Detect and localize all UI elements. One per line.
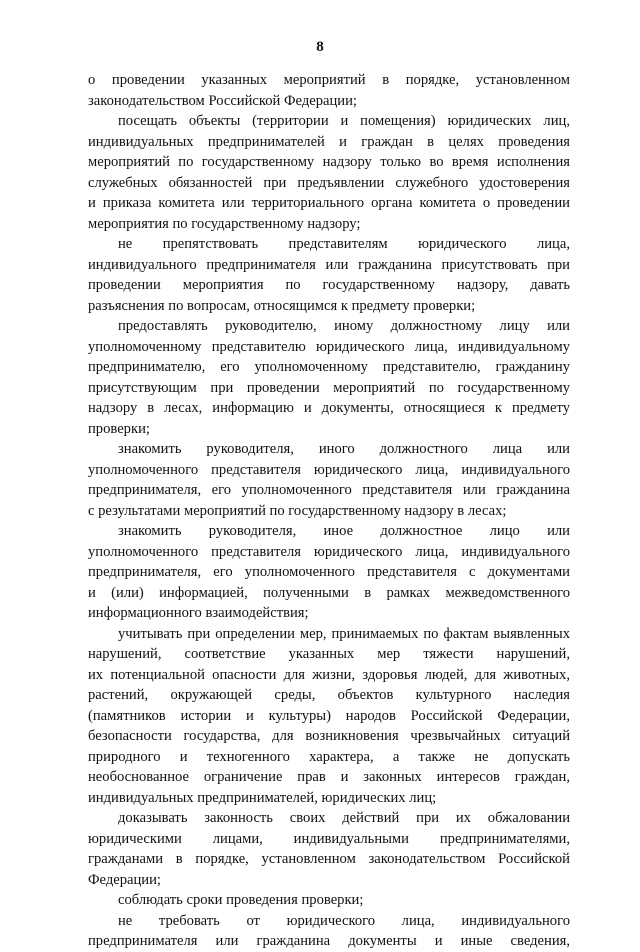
paragraph bbox=[88, 521, 570, 624]
text-line: (памятников истории и культуры) народов Российской Федерации, bbox=[88, 707, 570, 724]
text-line: знакомить руководителя, иное должностное лицо или bbox=[118, 523, 570, 539]
document-body bbox=[88, 70, 570, 952]
text-line: необоснованное ограничение прав и законных интересов граждан, bbox=[88, 769, 570, 785]
text-line: мероприятия по государственному надзору; bbox=[88, 215, 361, 232]
text-line: надзору в лесах, информацию и документы, относящиеся к предмету bbox=[88, 400, 570, 416]
text-line: мероприятий по государственному надзору только во время исполнения bbox=[88, 154, 570, 170]
text-line: и приказа комитета или территориального органа комитета о проведении bbox=[88, 195, 570, 211]
text-line: предпринимателя или гражданина документы и иные сведения, bbox=[88, 933, 570, 949]
paragraph bbox=[88, 70, 570, 111]
paragraph bbox=[88, 111, 570, 234]
text-line: нарушений, соответствие указанных мер тяжести нарушений, bbox=[88, 646, 570, 662]
text-line: гражданами в порядке, установленном законодательством Российской bbox=[88, 851, 570, 867]
text-line: служебных обязанностей при предъявлении служебного удостоверения bbox=[88, 174, 570, 191]
text-line: уполномоченного представителя юридического лица, индивидуального bbox=[88, 543, 570, 560]
text-line: предпринимателя, его уполномоченного представителя или гражданина bbox=[88, 482, 570, 498]
text-line: с результатами мероприятий по государственному надзору в лесах; bbox=[88, 502, 507, 519]
text-line: предоставлять руководителю, иному должностному лицу или bbox=[118, 318, 570, 334]
text-line: проведении мероприятия по государственному надзору, давать bbox=[88, 277, 570, 293]
text-line: уполномоченного представителя юридического лица, индивидуального bbox=[88, 461, 570, 478]
text-line: законодательством Российской Федерации; bbox=[88, 92, 357, 109]
text-line: знакомить руководителя, иного должностного лица или bbox=[118, 441, 570, 457]
text-line: посещать объекты (территории и помещения) юридических лиц, bbox=[118, 113, 570, 129]
page-number: 8 bbox=[316, 39, 324, 55]
text-line: учитывать при определении мер, принимаемых по фактам выявленных bbox=[118, 625, 570, 642]
paragraph bbox=[88, 808, 570, 890]
text-line: природного и техногенного характера, а также не допускать bbox=[88, 748, 570, 765]
paragraph bbox=[88, 316, 570, 439]
text-line: не препятствовать представителям юридического лица, bbox=[118, 236, 570, 252]
paragraph bbox=[88, 911, 570, 952]
text-line: уполномоченному представителю юридического лица, индивидуальному bbox=[88, 338, 570, 355]
text-line: разъяснения по вопросам, относящимся к предмету проверки; bbox=[88, 297, 476, 314]
text-line: безопасности государства, для возникновения чрезвычайных ситуаций bbox=[88, 728, 570, 744]
text-line: присутствующим при проведении мероприятий по государственному bbox=[88, 379, 570, 396]
text-line: Федерации; bbox=[88, 871, 161, 888]
text-line: доказывать законность своих действий при их обжаловании bbox=[118, 810, 570, 826]
text-line: и (или) информацией, полученными в рамках межведомственного bbox=[88, 584, 570, 601]
paragraph bbox=[88, 439, 570, 521]
text-line: индивидуальных предпринимателей и граждан в целях проведения bbox=[88, 133, 570, 150]
text-line: растений, окружающей среды, объектов культурного наследия bbox=[88, 687, 570, 703]
text-line: проверки; bbox=[88, 420, 150, 437]
text-line: информационного взаимодействия; bbox=[88, 605, 309, 621]
text-line: юридическими лицами, индивидуальными предпринимателями, bbox=[88, 830, 570, 847]
text-line: их потенциальной опасности для жизни, здоровья людей, для животных, bbox=[88, 666, 570, 683]
text-line: предпринимателю, его уполномоченному представителю, гражданину bbox=[88, 359, 570, 375]
text-line: о проведении указанных мероприятий в порядке, установленном bbox=[88, 72, 570, 88]
paragraph bbox=[88, 234, 570, 316]
text-line: индивидуальных предпринимателей, юридических лиц; bbox=[88, 789, 437, 806]
paragraph bbox=[88, 624, 570, 809]
text-line: индивидуального предпринимателя или гражданина присутствовать при bbox=[88, 256, 570, 273]
text-line: предпринимателя, его уполномоченного представителя с документами bbox=[88, 564, 570, 580]
text-line: соблюдать сроки проведения проверки; bbox=[118, 892, 364, 908]
text-line: не требовать от юридического лица, индивидуального bbox=[118, 912, 570, 929]
paragraph bbox=[88, 890, 570, 911]
